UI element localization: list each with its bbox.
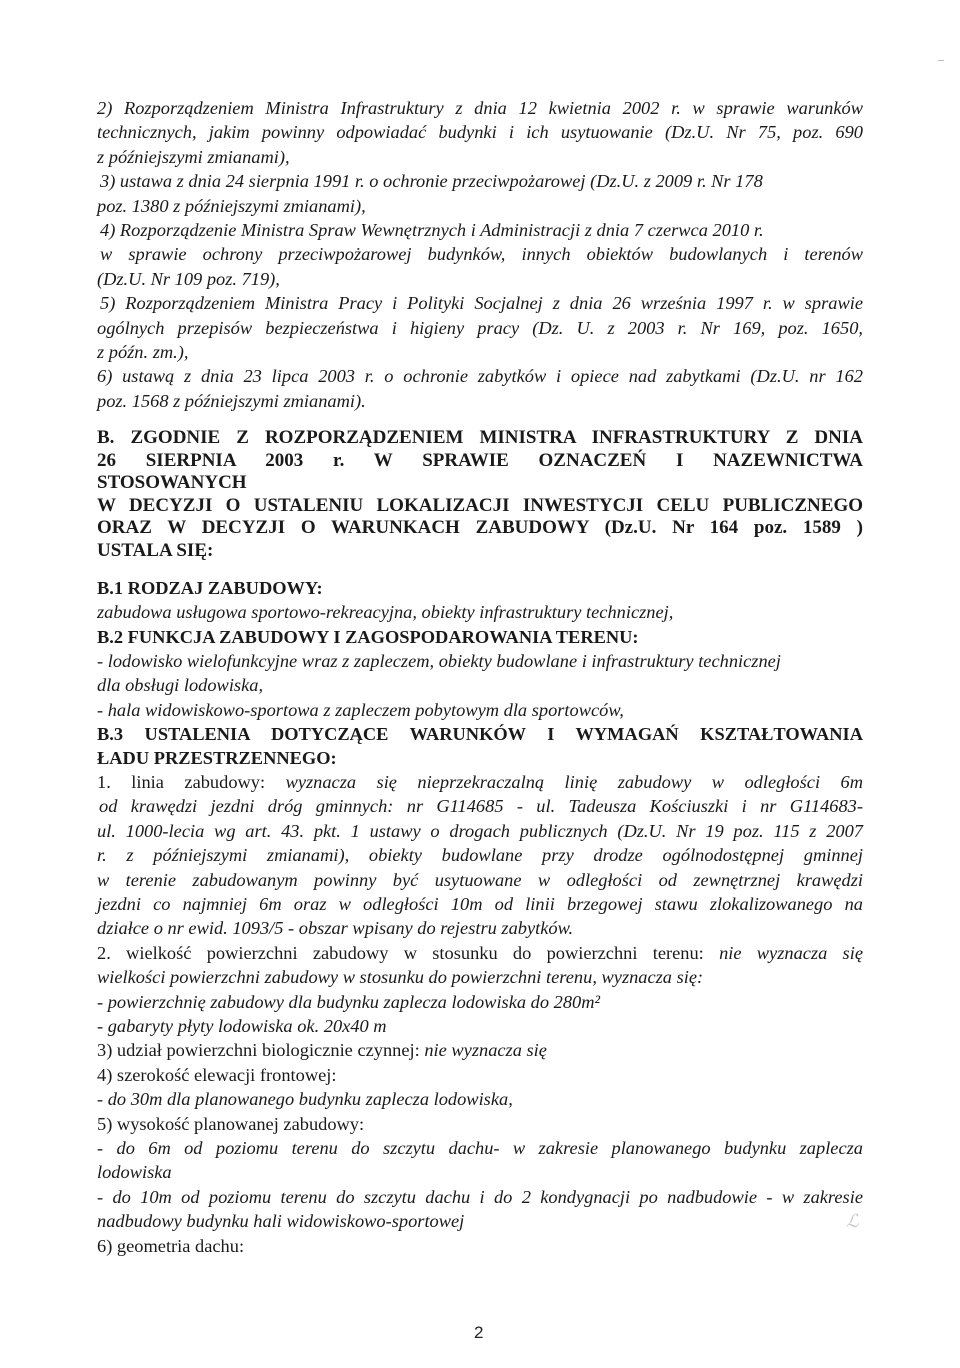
section-b3-title-line: B.3 USTALENIA DOTYCZĄCE WARUNKÓW I WYMAGAŃ KSZTAŁTOWANIA — [97, 723, 863, 744]
item-1-line: działce o nr ewid. 1093/5 - obszar wpisany do rejestru zabytków. — [97, 918, 574, 939]
legal-ref-line: w sprawie ochrony przeciwpożarowej budynków, innych obiektów budowlanych i terenów — [100, 244, 863, 265]
item-2-label: 2. wielkość powierzchni zabudowy w stosunku do powierzchni terenu: — [97, 942, 704, 963]
item-1-line: od krawędzi jezdni dróg gminnych: nr G114685 - ul. Tadeusza Kościuszki i nr G114683- — [99, 796, 863, 817]
item-5-label: 5) wysokość planowanej zabudowy: — [97, 1113, 365, 1134]
item-2 — [97, 941, 863, 1039]
section-b1 — [97, 576, 863, 624]
item-6-label: 6) geometria dachu: — [97, 1235, 245, 1256]
section-b1-title: B.1 RODZAJ ZABUDOWY: — [97, 578, 323, 599]
legal-ref-line: poz. 1380 z późniejszymi zmianami), — [97, 195, 366, 216]
heading-line: B. ZGODNIE Z ROZPORZĄDZENIEM MINISTRA INFRASTRUKTURY Z DNIA — [97, 427, 863, 449]
legal-ref-line: 4) Rozporządzenie Ministra Spraw Wewnętrznych i Administracji z dnia 7 czerwca 2010 r. — [100, 220, 764, 241]
section-b2-line: dla obsługi lodowiska, — [97, 675, 264, 696]
heading-line: W DECYZJI O USTALENIU LOKALIZACJI INWESTYCJI CELU PUBLICZNEGO — [97, 494, 863, 516]
item-1-line: jezdni co najmniej 6m oraz w odległości 10m od linii brzegowej stawu zlokalizowanego na — [97, 893, 863, 914]
item-1-line: r. z późniejszymi zmianami), obiekty budowlane przy drodze ogólnodostępnej gminnej — [97, 845, 863, 866]
legal-ref-line: technicznych, jakim powinny odpowiadać budynki i ich usytuowanie (Dz.U. Nr 75, poz. 690 — [97, 122, 863, 143]
item-1-line: wyznacza się nieprzekraczalną linię zabudowy w odległości 6m — [285, 771, 863, 792]
section-b1-text: zabudowa usługowa sportowo-rekreacyjna, obiekty infrastruktury technicznej, — [97, 602, 674, 623]
section-b2-line: - lodowisko wielofunkcyjne wraz z zapleczem, obiekty budowlane i infrastruktury technicznej — [97, 650, 781, 671]
section-b-heading — [97, 427, 863, 562]
item-5-line: - do 6m od poziomu terenu do szczytu dachu- w zakresie planowanego budynku zaplecza — [97, 1138, 863, 1158]
item-5-line: nadbudowy budynku hali widowiskowo-sportowej — [97, 1211, 465, 1232]
section-b3-title-line: ŁADU PRZESTRZENNEGO: — [97, 747, 337, 768]
item-5-line: - do 10m od poziomu terenu do szczytu dachu i do 2 kondygnacji po nadbudowie - w zakresie — [97, 1186, 863, 1207]
item-2-line: - powierzchnię zabudowy dla budynku zaplecza lodowiska do 280m² — [97, 991, 601, 1012]
item-5 — [97, 1112, 863, 1234]
legal-ref-line: 5) Rozporządzeniem Ministra Pracy i Polityki Socjalnej z dnia 26 września 1997 r. w sprawie — [100, 293, 863, 314]
item-4-value: - do 30m dla planowanego budynku zaplecza lodowiska, — [97, 1089, 513, 1110]
item-1 — [97, 770, 863, 941]
item-1-label: 1. linia zabudowy: — [97, 771, 266, 792]
legal-ref-line: 6) ustawą z dnia 23 lipca 2003 r. o ochronie zabytków i opiece nad zabytkami (Dz.U. nr 162 — [97, 366, 863, 387]
heading-line: 26 SIERPNIA 2003 r. W SPRAWIE OZNACZEŃ I NAZEWNICTWA — [97, 449, 863, 471]
page-number: 2 — [474, 1323, 484, 1342]
heading-line: USTALA SIĘ: — [97, 539, 214, 561]
legal-ref-line: (Dz.U. Nr 109 poz. 719), — [97, 268, 280, 289]
item-3 — [97, 1038, 863, 1062]
item-3-label: 3) udział powierzchni biologicznie czynnej: — [97, 1040, 420, 1061]
legal-ref-line: ogólnych przepisów bezpieczeństwa i higieny pracy (Dz. U. z 2003 r. Nr 169, poz. 1650, — [97, 317, 863, 338]
legal-ref-line: z późn. zm.), — [97, 342, 189, 363]
legal-ref-line: 3) ustawa z dnia 24 sierpnia 1991 r. o ochronie przeciwpożarowej (Dz.U. z 2009 r. Nr 178 — [100, 171, 763, 192]
section-b2-title: B.2 FUNKCJA ZABUDOWY I ZAGOSPODAROWANIA TERENU: — [97, 626, 639, 647]
legal-ref-line: poz. 1568 z późniejszymi zmianami). — [97, 390, 366, 411]
heading-line: ORAZ W DECYZJI O WARUNKACH ZABUDOWY (Dz.U. Nr 164 poz. 1589 ) — [97, 517, 863, 539]
scan-mark — [938, 60, 944, 61]
item-2-line: - gabaryty płyty lodowiska ok. 20x40 m — [97, 1015, 387, 1036]
scan-mark: ℒ — [846, 1211, 859, 1231]
item-2-label-italic: nie wyznacza się — [719, 942, 863, 963]
item-4-label: 4) szerokość elewacji frontowej: — [97, 1064, 337, 1085]
item-2-line: wielkości powierzchni zabudowy w stosunku do powierzchni terenu, wyznacza się: — [97, 967, 704, 988]
item-4 — [97, 1063, 863, 1112]
heading-line: STOSOWANYCH — [97, 472, 247, 494]
section-b3 — [97, 722, 863, 770]
item-1-line: ul. 1000-lecia wg art. 43. pkt. 1 ustawy o drogach publicznych (Dz.U. Nr 19 poz. 115 z 2007 — [97, 820, 863, 841]
item-1-line: w terenie zabudowanym powinny być usytuowane w odległości od zewnętrznej krawędzi — [97, 869, 863, 890]
legal-references — [97, 96, 863, 413]
item-3-value: nie wyznacza się — [424, 1040, 547, 1061]
legal-ref-line: z późniejszymi zmianami), — [97, 146, 290, 167]
item-5-line: lodowiska — [97, 1162, 172, 1183]
section-b2-line: - hala widowiskowo-sportowa z zapleczem pobytowym dla sportowców, — [97, 699, 624, 720]
document-body — [97, 96, 863, 1258]
section-b2 — [97, 625, 863, 722]
legal-ref-line: 2) Rozporządzeniem Ministra Infrastruktury z dnia 12 kwietnia 2002 r. w sprawie warunków — [97, 98, 863, 118]
